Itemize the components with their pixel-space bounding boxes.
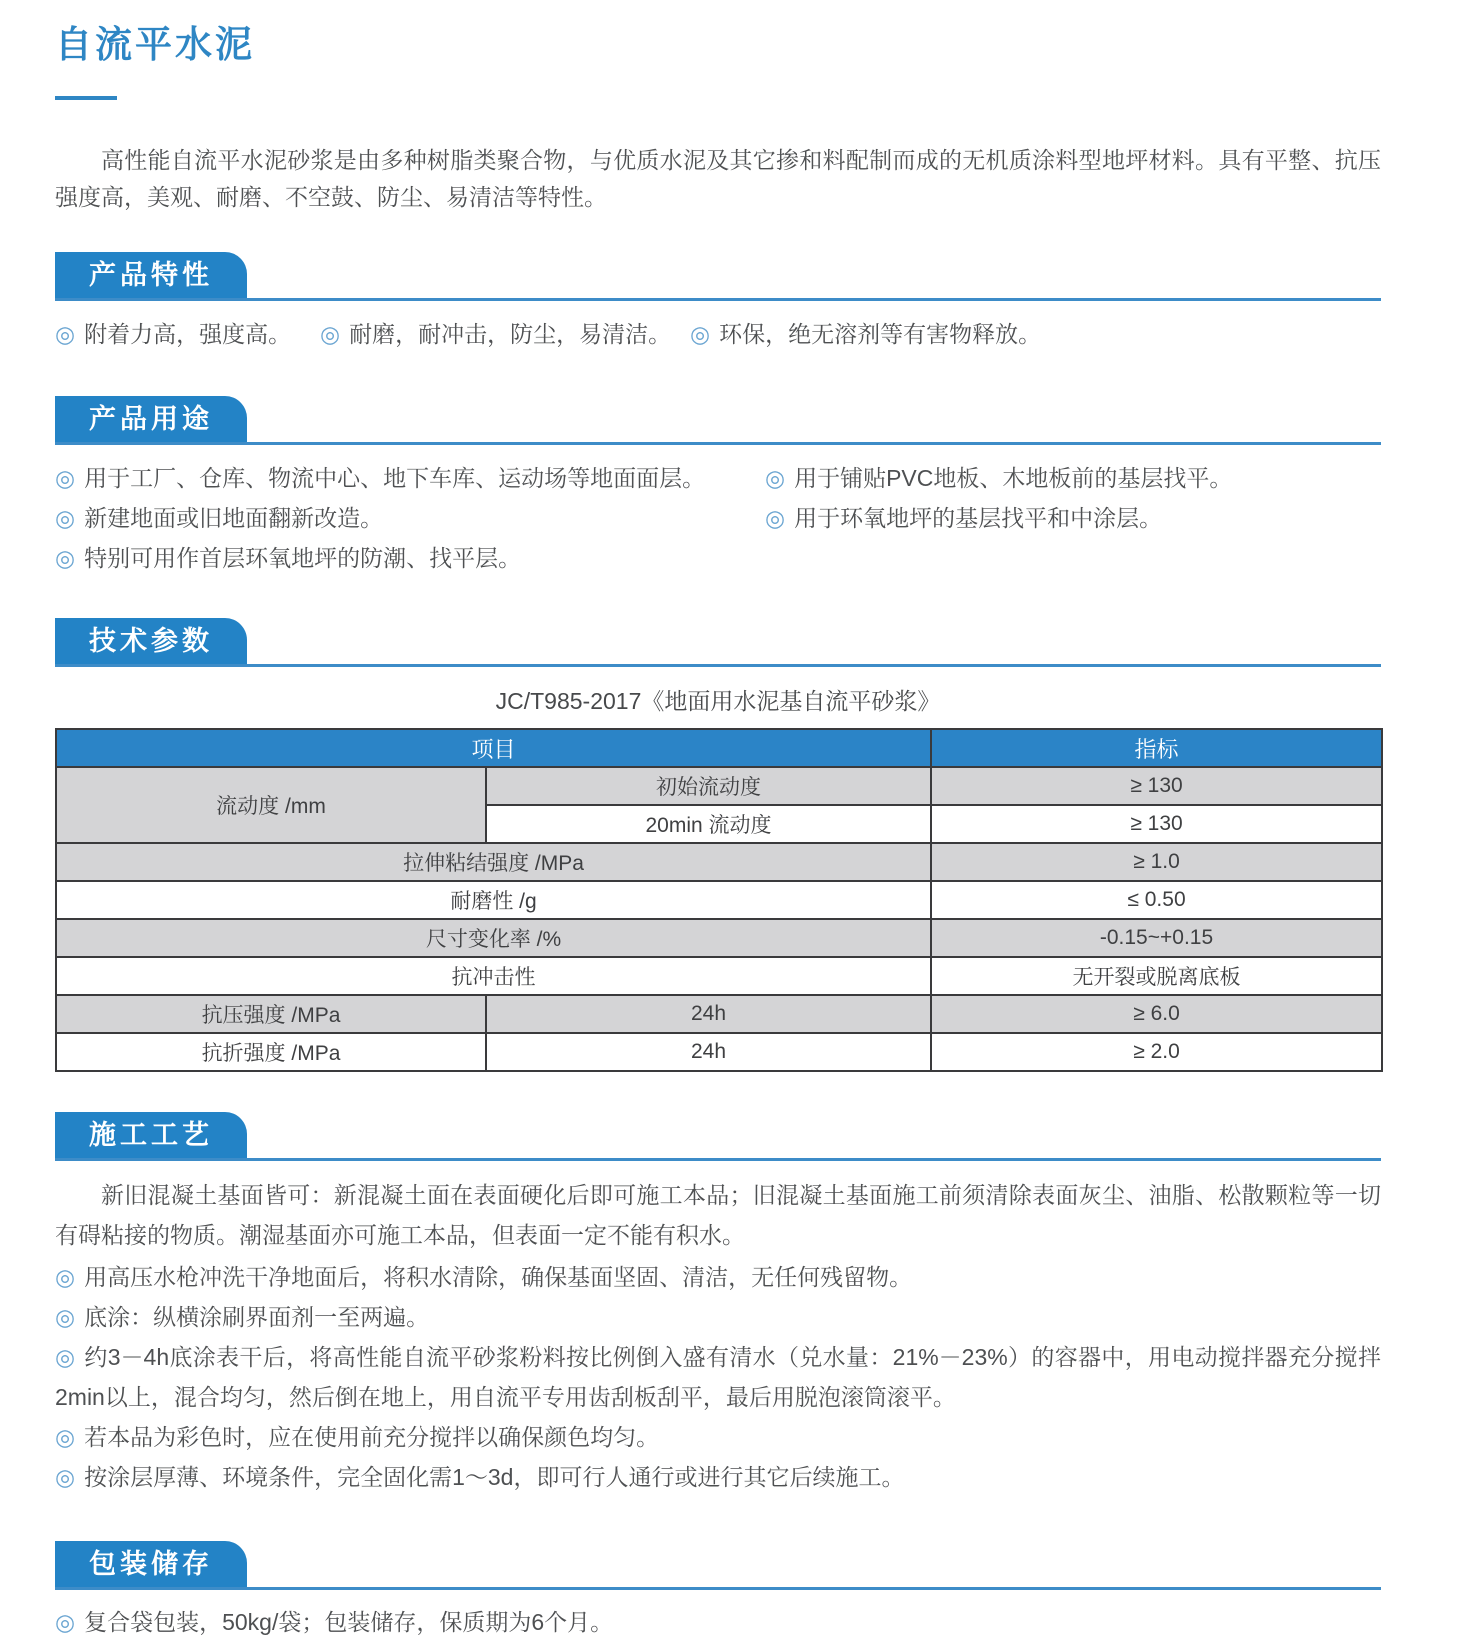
table-cell: -0.15~+0.15 [931, 919, 1382, 957]
table-header-item: 项目 [56, 729, 931, 767]
feature-item-text: 环保，绝无溶剂等有害物释放。 [719, 321, 1042, 347]
double-circle-bullet-icon: ◎ [55, 1344, 76, 1370]
table-cell: 24h [486, 995, 931, 1033]
process-step-item [55, 1337, 1381, 1417]
packaging-section-tab: 包装储存 [55, 1541, 247, 1587]
tech-table-body [56, 767, 1382, 1071]
tech-section-header [55, 618, 1381, 667]
table-cell: ≤ 0.50 [931, 881, 1382, 919]
process-step-text: 若本品为彩色时，应在使用前充分搅拌以确保颜色均匀。 [84, 1424, 660, 1450]
feature-item [55, 314, 320, 354]
intro-paragraph: 高性能自流平水泥砂浆是由多种树脂类聚合物，与优质水泥及其它掺和料配制而成的无机质涂料型地坪材料。具有平整、抗压强度高，美观、耐磨、不空鼓、防尘、易清洁等特性。 [55, 147, 1381, 210]
double-circle-bullet-icon: ◎ [55, 1609, 76, 1635]
double-circle-bullet-icon: ◎ [765, 505, 786, 531]
use-item [55, 538, 765, 578]
process-intro-paragraph: 新旧混凝土基面皆可：新混凝土面在表面硬化后即可施工本品；旧混凝土基面施工前须清除表面灰尘、油脂、松散颗粒等一切有碍粘接的物质。潮湿基面亦可施工本品，但表面一定不能有积水。 [55, 1182, 1381, 1248]
process-step-text: 底涂：纵横涂刷界面剂一至两遍。 [84, 1304, 430, 1330]
use-item [55, 458, 765, 498]
table-cell: 抗折强度 /MPa [56, 1033, 486, 1071]
tech-table [55, 728, 1383, 1072]
double-circle-bullet-icon: ◎ [765, 465, 786, 491]
table-row [56, 957, 1382, 995]
packaging-section-header [55, 1541, 1381, 1590]
feature-item-text: 附着力高，强度高。 [84, 321, 292, 347]
feature-item-text: 耐磨，耐冲击，防尘，易清洁。 [349, 321, 672, 347]
use-item-text: 用于铺贴PVC地板、木地板前的基层找平。 [794, 465, 1233, 491]
use-item [765, 498, 1381, 538]
double-circle-bullet-icon: ◎ [690, 321, 711, 347]
table-cell: 20min 流动度 [486, 805, 931, 843]
table-cell: ≥ 130 [931, 805, 1382, 843]
table-header-row [56, 729, 1382, 767]
process-section-tab: 施工工艺 [55, 1112, 247, 1158]
uses-section-tab: 产品用途 [55, 396, 247, 442]
tech-section [55, 618, 1381, 1072]
table-cell: 初始流动度 [486, 767, 931, 805]
page-content [55, 0, 1381, 1642]
process-step-item [55, 1417, 1381, 1457]
process-step-item [55, 1257, 1381, 1297]
uses-section [55, 396, 1381, 578]
double-circle-bullet-icon: ◎ [55, 1304, 76, 1330]
process-step-text: 用高压水枪冲洗干净地面后，将积水清除，确保基面坚固、清洁，无任何残留物。 [84, 1264, 913, 1290]
double-circle-bullet-icon: ◎ [55, 1424, 76, 1450]
table-row [56, 767, 1382, 805]
uses-left-list [55, 458, 765, 578]
features-list [55, 314, 1381, 354]
table-cell: 抗冲击性 [56, 957, 931, 995]
use-item-text: 特别可用作首层环氧地坪的防潮、找平层。 [84, 545, 522, 571]
packaging-list [55, 1602, 1381, 1642]
tech-standard-caption: JC/T985-2017《地面用水泥基自流平砂浆》 [495, 688, 941, 714]
page-title: 自流平水泥 [55, 24, 255, 65]
features-section-tab: 产品特性 [55, 252, 247, 298]
table-cell: 耐磨性 /g [56, 881, 931, 919]
uses-columns [55, 458, 1381, 578]
process-step-text: 按涂层厚薄、环境条件，完全固化需1～3d，即可行人通行或进行其它后续施工。 [84, 1464, 905, 1490]
double-circle-bullet-icon: ◎ [55, 1264, 76, 1290]
table-cell: 抗压强度 /MPa [56, 995, 486, 1033]
process-section [55, 1112, 1381, 1497]
table-cell: 拉伸粘结强度 /MPa [56, 843, 931, 881]
table-row [56, 1033, 1382, 1071]
packaging-section [55, 1541, 1381, 1642]
process-step-text: 约3－4h底涂表干后，将高性能自流平砂浆粉料按比例倒入盛有清水（兑水量：21%－23%）的容器中，用电动搅拌器充分搅拌2min以上，混合均匀，然后倒在地上，用自流平专用齿刮板刮平，最后用脱泡滚筒滚平。 [55, 1344, 1381, 1410]
table-cell: ≥ 6.0 [931, 995, 1382, 1033]
double-circle-bullet-icon: ◎ [320, 321, 341, 347]
uses-section-header [55, 396, 1381, 445]
table-cell: 尺寸变化率 /% [56, 919, 931, 957]
features-section-header [55, 252, 1381, 301]
title-underline [55, 96, 117, 100]
table-cell: 流动度 /mm [56, 767, 486, 843]
table-cell: ≥ 1.0 [931, 843, 1382, 881]
use-item [55, 498, 765, 538]
double-circle-bullet-icon: ◎ [55, 321, 76, 347]
table-cell: ≥ 2.0 [931, 1033, 1382, 1071]
double-circle-bullet-icon: ◎ [55, 505, 76, 531]
table-cell: 24h [486, 1033, 931, 1071]
table-header-index: 指标 [931, 729, 1382, 767]
uses-right-list [765, 458, 1381, 578]
feature-item [320, 314, 690, 354]
process-section-header [55, 1112, 1381, 1161]
double-circle-bullet-icon: ◎ [55, 465, 76, 491]
use-item-text: 用于环氧地坪的基层找平和中涂层。 [794, 505, 1163, 531]
process-step-item [55, 1297, 1381, 1337]
packaging-item [55, 1602, 1381, 1642]
process-steps-list [55, 1257, 1381, 1497]
features-section [55, 252, 1381, 354]
tech-section-tab: 技术参数 [55, 618, 247, 664]
use-item [765, 458, 1381, 498]
table-row [56, 995, 1382, 1033]
packaging-item-text: 复合袋包装，50kg/袋；包装储存，保质期为6个月。 [84, 1609, 614, 1635]
table-row [56, 843, 1382, 881]
table-cell: 无开裂或脱离底板 [931, 957, 1382, 995]
table-row [56, 919, 1382, 957]
table-row [56, 881, 1382, 919]
table-cell: ≥ 130 [931, 767, 1382, 805]
double-circle-bullet-icon: ◎ [55, 545, 76, 571]
double-circle-bullet-icon: ◎ [55, 1464, 76, 1490]
process-step-item [55, 1457, 1381, 1497]
feature-item [690, 314, 1381, 354]
use-item-text: 用于工厂、仓库、物流中心、地下车库、运动场等地面面层。 [84, 465, 706, 491]
use-item-text: 新建地面或旧地面翻新改造。 [84, 505, 384, 531]
